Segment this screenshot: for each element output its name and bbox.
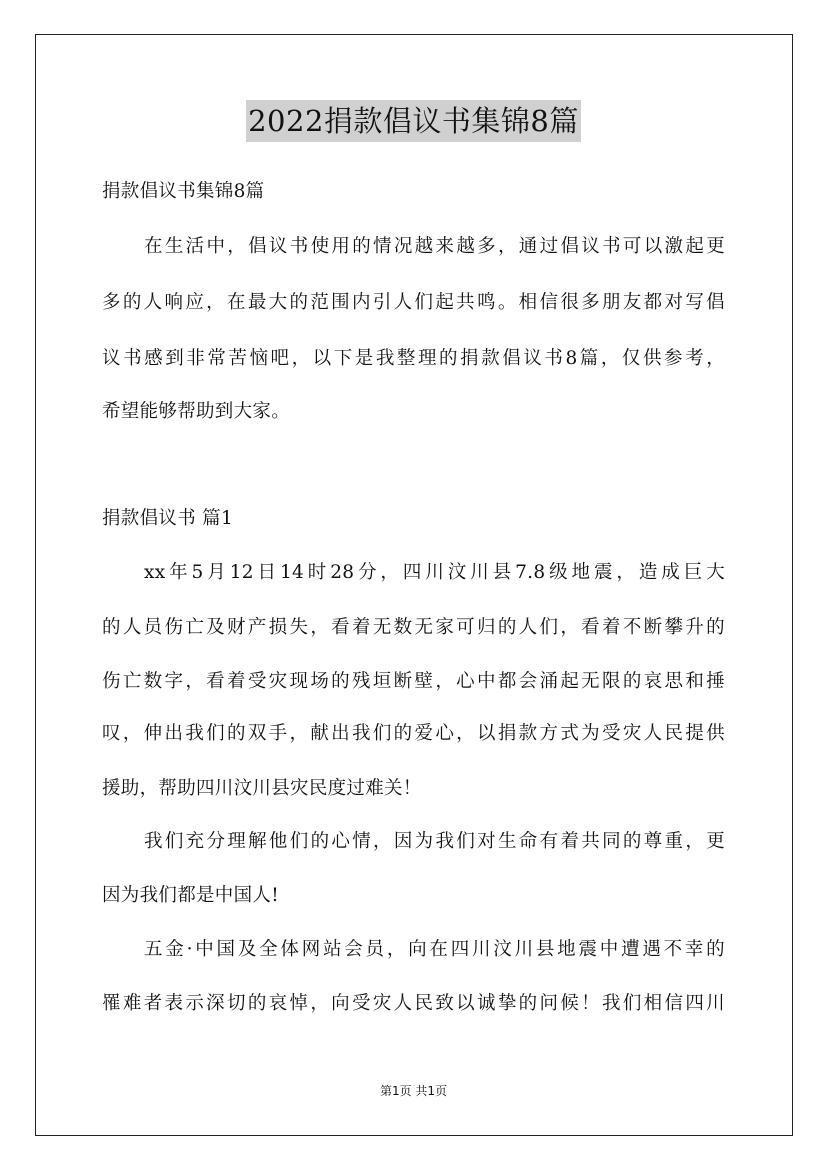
page-footer: 第1页 共1页 <box>379 1084 448 1098</box>
subtitle: 捐款倡议书集锦8篇 <box>102 181 265 202</box>
intro-line-1: 在生活中，倡议书使用的情况越来越多，通过倡议书可以激起更 <box>144 236 725 257</box>
para3-line-2: 罹难者表示深切的哀悼，向受灾人民致以诚挚的问候！我们相信四川 <box>102 993 725 1014</box>
title-area <box>0 100 827 142</box>
para1-line-4: 叹，伸出我们的双手，献出我们的爱心，以捐款方式为受灾人民提供 <box>102 723 725 744</box>
para1-line-5: 援助，帮助四川汶川县灾民度过难关！ <box>102 778 422 799</box>
para3-line-1: 五金·中国及全体网站会员，向在四川汶川县地震中遭遇不幸的 <box>144 939 725 960</box>
para1-line-3: 伤亡数字，看着受灾现场的残垣断壁，心中都会涌起无限的哀思和捶 <box>102 671 725 692</box>
para1-line-2: 的人员伤亡及财产损失，看着无数无家可归的人们，看着不断攀升的 <box>102 617 725 638</box>
section-heading: 捐款倡议书 篇1 <box>102 508 234 529</box>
para1-line-1: xx年5月12日14时28分，四川汶川县7.8级地震，造成巨大 <box>144 562 725 583</box>
document-title: 2022捐款倡议书集锦8篇 <box>246 100 581 142</box>
intro-line-4: 希望能够帮助到大家。 <box>102 401 291 422</box>
para2-line-2: 因为我们都是中国人! <box>102 885 279 906</box>
para2-line-1: 我们充分理解他们的心情，因为我们对生命有着共同的尊重，更 <box>144 831 725 852</box>
intro-line-3: 议书感到非常苦恼吧，以下是我整理的捐款倡议书8篇，仅供参考， <box>102 348 725 369</box>
intro-line-2: 多的人响应，在最大的范围内引人们起共鸣。相信很多朋友都对写倡 <box>102 292 725 313</box>
